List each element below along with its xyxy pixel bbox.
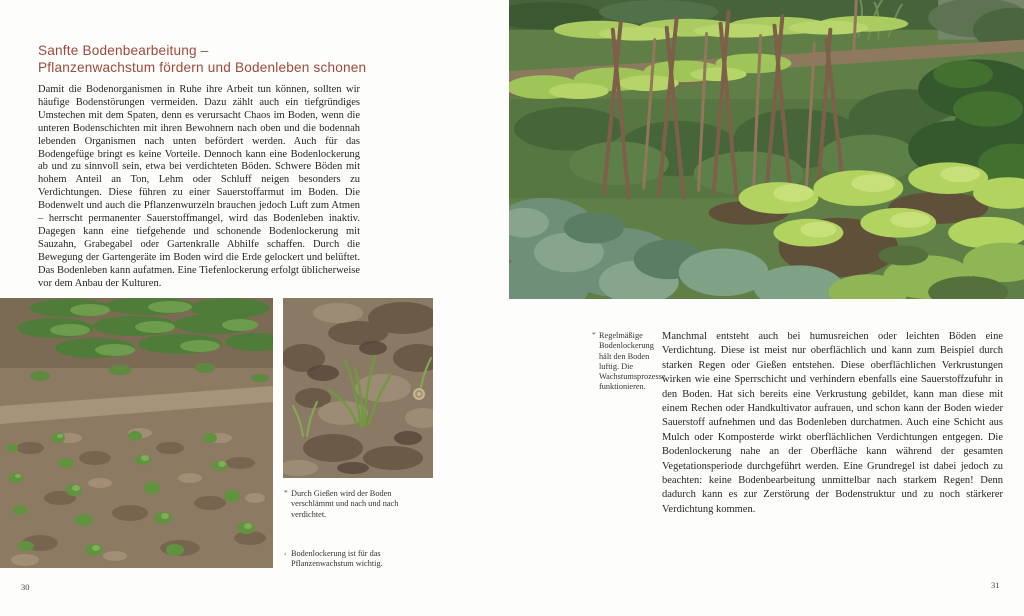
page-number-right: 31	[991, 580, 1000, 590]
crusted-soil-photo-illustration	[283, 298, 433, 478]
page-number-left: 30	[21, 582, 30, 592]
caption-watering-soil	[284, 489, 423, 520]
caption-marker-up-icon: *	[284, 488, 288, 497]
caption-soil-loosening	[284, 549, 423, 570]
vegetable-garden-photo	[509, 0, 1024, 299]
seedling-rows-photo	[0, 298, 273, 568]
seedling-rows-photo-illustration	[0, 298, 273, 568]
caption-garden-photo	[592, 330, 666, 393]
vegetable-garden-photo-illustration	[509, 0, 1024, 299]
caption-garden-photo-text: Regelmäßige Bodenlockerung hält den Boden luftig. Die Wachstumsprozesse funktionieren.	[599, 331, 666, 392]
caption-marker-left-icon: ‹	[284, 549, 287, 558]
crusted-soil-photo	[283, 298, 433, 478]
caption-watering-soil-text: Durch Gießen wird der Boden verschlämmt und nach und nach verdichtet.	[291, 489, 399, 519]
left-page-body-text: Damit die Bodenorganismen in Ruhe ihre Arbeit tun können, sollten wir häufige Bodenstörungen vermeiden. Dazu zählt auch ein tiefgründiges Umstechen mit dem Spaten, denn es verursacht Chaos im Boden, wenn die unteren Bodenschichten mit ihren Bewohnern nach oben und die bodennah lebenden Organismen nach unten befördert werden. Auch für das Bodengefüge bringt es keine Vorteile. Dennoch kann eine Bodenlockerung ab und zu sinnvoll sein, etwa bei verdichteten Böden. Schwere Böden mit hohem Anteil an Ton, Lehm oder Schluff neigen besonders zu Verdichtungen. Diese führen zu einer Sauerstoffarmut im Boden. Die Bodenwelt und auch die Pflanzenwurzeln brauchen jedoch Luft zum Atmen – herrscht permanenter Sauerstoffmangel, wird das Bodenleben inaktiv. Dagegen kann eine tiefgehende und schonende Bodenlockerung mit Sauzahn, Grabegabel oder Gartenkralle Abhilfe schaffen. Durch die Bewegung der Gartengeräte im Boden wird die Erde gelockert und belüftet. Das Bodenleben kann aufatmen. Eine Tiefenlockerung erfolgt üblicherweise vor dem Anbau der Kulturen.	[38, 84, 360, 289]
caption-marker-up-icon: *	[592, 330, 596, 339]
caption-soil-loosening-text: Bodenlockerung ist für das Pflanzenwachstum wichtig.	[291, 549, 383, 569]
chapter-heading-line-1: Sanfte Bodenbearbeitung –	[38, 43, 209, 58]
chapter-heading	[38, 42, 498, 76]
chapter-heading-line-2: Pflanzenwachstum fördern und Bodenleben schonen	[38, 60, 367, 75]
right-page-body-text: Manchmal entsteht auch bei humusreichen oder leichten Böden eine Verdichtung. Diese ist meist nur oberflächlich und kann zum Beispiel durch starken Regen oder Gießen entstehen. Diese oberflächlichen Verkrustungen wirken wie eine Sperrschicht und verhindern ebenfalls eine Sauerstoffzufuhr in den Boden. Hat sich bereits eine Verkrustung gebildet, kann man diese mit einem Rechen oder Handkultivator aufrauen, und schon kann der Boden wieder Sauerstoff aufnehmen und das Bodenleben durchatmen. Auch eine Schicht aus Mulch oder Komposterde wirkt oberflächlichen Verdichtungen entgegen. Die Bodenlockerung nahe an der Oberfläche kann während der gesamten Vegetationsperiode durchgeführt werden. Eine Grundregel ist dabei jedoch zu beachten: keine Bodenbearbeitung unmittelbar nach starkem Regen! Denn dadurch kann es zur Zerstörung der Bodenstruktur und zu noch stärkerer Verdichtung kommen.	[662, 331, 1003, 515]
